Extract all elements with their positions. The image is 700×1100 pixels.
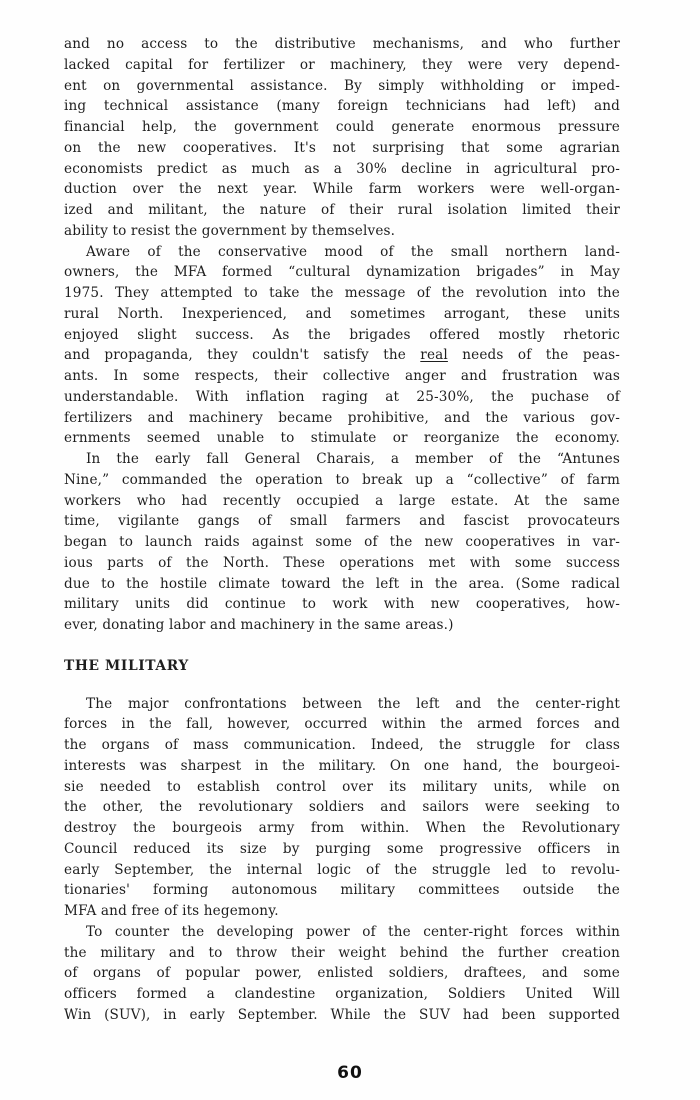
text-line xyxy=(64,345,620,366)
text-line: economists predict as much as a 30% decline in agricultural pro- xyxy=(64,160,620,177)
text-line: time, vigilante gangs of small farmers and fascist provocateurs xyxy=(64,513,620,530)
paragraph-rural-cooperatives xyxy=(64,34,620,242)
text-line: fertilizers and machinery became prohibitive, and the various gov- xyxy=(64,409,620,426)
text-line: rural North. Inexperienced, and sometimes arrogant, these units xyxy=(64,305,620,322)
text-line: and no access to the distributive mechanisms, and who further xyxy=(64,36,620,52)
text-line: military units did continue to work with new cooperatives, how- xyxy=(64,596,620,613)
text-line: ing technical assistance (many foreign technicians had left) and xyxy=(64,98,620,115)
text-line: sie needed to establish control over its military units, while on xyxy=(64,778,620,795)
text-line: forces in the fall, however, occurred within the armed forces and xyxy=(64,716,620,733)
text-line: Aware of the conservative mood of the small northern land- xyxy=(86,243,620,260)
text-line: the other, the revolutionary soldiers and sailors were seeking to xyxy=(64,799,620,816)
text-line: ious parts of the North. These operations met with some success xyxy=(64,554,620,571)
text-line: began to launch raids against some of the new cooperatives in var- xyxy=(64,534,620,550)
text-line: ent on governmental assistance. By simply withholding or imped- xyxy=(64,77,620,94)
text-line: owners, the MFA formed “cultural dynamization brigades” in May xyxy=(64,264,620,281)
paragraph-suv-organization xyxy=(64,922,620,1026)
text-line: To counter the developing power of the center-right forces within xyxy=(86,923,620,940)
text-column xyxy=(64,34,620,1026)
paragraph-dynamization-brigades xyxy=(64,242,620,450)
text-line: enjoyed slight success. As the brigades offered mostly rhetoric xyxy=(64,326,620,343)
text-line: due to the hostile climate toward the left in the area. (Some radical xyxy=(64,575,620,592)
page-number: 60 xyxy=(337,1063,363,1083)
text-line: on the new cooperatives. It's not surprising that some agrarian xyxy=(64,139,620,156)
text-line: Council reduced its size by purging some progressive officers in xyxy=(64,840,620,857)
text-line: In the early fall General Charais, a member of the “Antunes xyxy=(86,451,620,467)
text-run: needs of the peas- xyxy=(447,347,620,364)
text-line: workers who had recently occupied a large estate. At the same xyxy=(64,492,620,509)
text-line: duction over the next year. While farm workers were well-organ- xyxy=(64,181,620,198)
text-run: and propaganda, they couldn't satisfy the xyxy=(64,347,421,364)
spacer xyxy=(64,677,620,694)
text-line: of organs of popular power, enlisted soldiers, draftees, and some xyxy=(64,965,620,982)
text-line: ized and militant, the nature of their rural isolation limited their xyxy=(64,202,620,218)
underlined-word: real xyxy=(420,347,448,364)
text-line: ants. In some respects, their collective anger and frustration was xyxy=(64,368,620,384)
text-line: ability to resist the government by themselves. xyxy=(64,222,396,239)
text-line: Nine,” commanded the operation to break up a “collective” of farm xyxy=(64,471,620,488)
text-line: destroy the bourgeois army from within. When the Revolutionary xyxy=(64,820,620,836)
text-line: early September, the internal logic of the struggle led to revolu- xyxy=(64,861,620,878)
text-line: ever, donating labor and machinery in the same areas.) xyxy=(64,617,454,633)
paragraph-major-confrontations xyxy=(64,694,620,922)
text-line: interests was sharpest in the military. On one hand, the bourgeoi- xyxy=(64,757,620,774)
text-line: 1975. They attempted to take the message of the revolution into the xyxy=(64,285,620,301)
paragraph-general-charais xyxy=(64,449,620,636)
text-line: the organs of mass communication. Indeed, the struggle for class xyxy=(64,737,620,753)
section-heading: THE MILITARY xyxy=(64,657,189,674)
text-line: lacked capital for fertilizer or machinery, they were very depend- xyxy=(64,56,620,73)
text-line: the military and to throw their weight behind the further creation xyxy=(64,944,620,961)
text-line: tionaries' forming autonomous military committees outside the xyxy=(64,882,620,899)
text-line: Win (SUV), in early September. While the SUV had been supported xyxy=(64,1006,620,1023)
text-line: MFA and free of its hegemony. xyxy=(64,903,279,919)
text-line: ernments seemed unable to stimulate or reorganize the economy. xyxy=(64,430,620,447)
text-line: The major confrontations between the left and the center-right xyxy=(86,695,620,712)
text-line: officers formed a clandestine organization, Soldiers United Will xyxy=(64,986,620,1002)
text-line: understandable. With inflation raging at 25-30%, the puchase of xyxy=(64,388,620,405)
text-line: financial help, the government could generate enormous pressure xyxy=(64,119,620,135)
spacer xyxy=(64,636,620,656)
